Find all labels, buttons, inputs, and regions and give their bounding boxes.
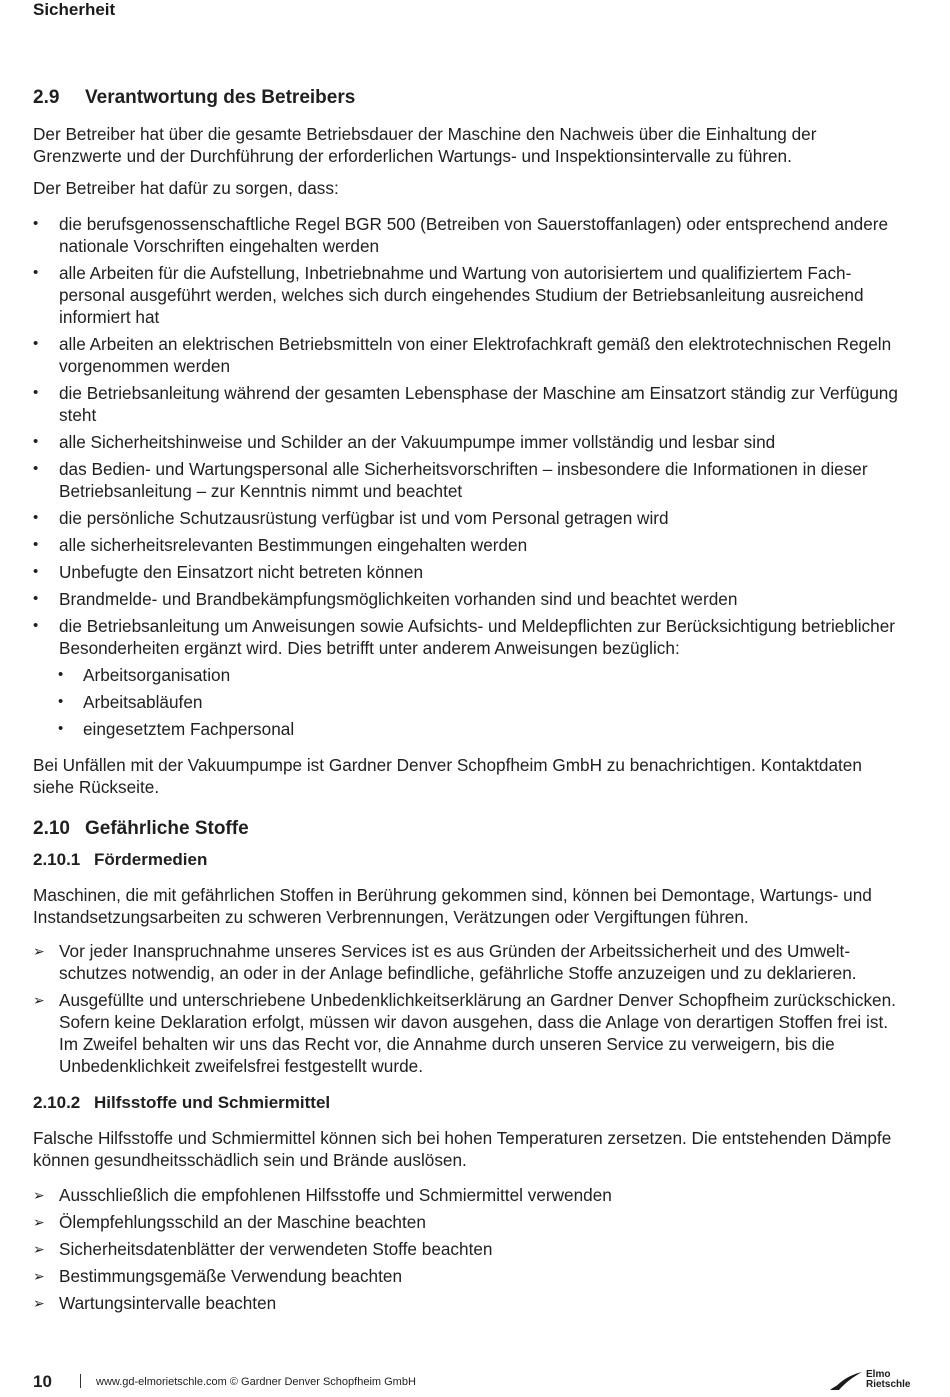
paragraph: Bei Unfällen mit der Vakuumpumpe ist Gardner Denver Schopfheim GmbH zu benachrichtigen. Kontaktdaten siehe Rückseite. — [33, 755, 862, 797]
list-item: • die Betriebsanleitung während der gesamten Lebensphase der Maschine am Einsatzort ständig zur Verfügung steht — [33, 383, 898, 425]
subsection-heading-2-10-1 — [33, 848, 903, 872]
elmo-rietschle-logo — [829, 1370, 921, 1394]
sub-list-item: • Arbeitsabläufen — [58, 692, 203, 712]
bullet-icon: • — [33, 335, 39, 352]
section-title: Verantwortung des Betreibers — [85, 87, 356, 108]
paragraph: Maschinen, die mit gefährlichen Stoffen in Berührung gekommen sind, können bei Demontage, Wartungs- und Instandsetzungsarbeiten zu schweren Verbrennungen, Verätzungen oder Vergiftungen führen. — [33, 885, 872, 927]
bullet-icon: • — [33, 509, 39, 526]
list-item: ➢ Ausgefüllte und unterschriebene Unbedenklichkeitserklärung an Gardner Denver Schopfheim zurückschicken. Sofern keine Deklaration erfolgt, müssen wir davon ausgehen, dass die Anlage von derartigen Stoffen frei ist. Im Zweifel behalten wir uns das Recht vor, die Annahme durch unseren Service zu verweigern, bis die Unbedenklichkeit zweifelsfrei festgestellt wurde. — [33, 990, 896, 1076]
footer-text: www.gd-elmorietschle.com © Gardner Denver Schopfheim GmbH — [96, 1376, 416, 1388]
list-item: • Brandmelde- und Brandbekämpfungsmöglichkeiten vorhanden sind und beachtet werden — [33, 589, 738, 609]
bullet-icon: • — [33, 384, 39, 401]
list-item: ➢ Ölempfehlungsschild an der Maschine beachten — [33, 1212, 426, 1232]
logo-wordmark: Elmo Rietschle — [866, 1369, 911, 1390]
sub-list-item: • eingesetztem Fachpersonal — [58, 719, 295, 739]
sub-list-item: • Arbeitsorganisation — [58, 665, 231, 685]
section-number: 2.10 — [33, 818, 70, 839]
arrow-icon: ➢ — [33, 992, 45, 1008]
bullet-list — [33, 213, 903, 740]
bullet-icon: • — [33, 563, 39, 580]
list-item: • alle sicherheitsrelevanten Bestimmungen eingehalten werden — [33, 535, 528, 555]
arrow-list — [33, 1184, 903, 1314]
bullet-icon: • — [33, 433, 39, 450]
bullet-icon: • — [58, 693, 64, 710]
paragraph: Der Betreiber hat dafür zu sorgen, dass: — [33, 178, 339, 198]
section-heading-2-9 — [33, 85, 903, 111]
list-item: • alle Arbeiten für die Aufstellung, Inbetriebnahme und Wartung von autorisiertem und qualifiziertem Fachpersonal ausgeführt werden, welches sich durch eingehendes Studium der Betriebsanleitung ausreichend informiert hat — [33, 263, 864, 327]
bullet-icon: • — [33, 617, 39, 634]
bullet-icon: • — [33, 536, 39, 553]
bullet-icon: • — [33, 264, 39, 281]
list-item: ➢ Wartungsintervalle beachten — [33, 1293, 277, 1313]
list-item: ➢ Ausschließlich die empfohlenen Hilfsstoffe und Schmiermittel verwenden — [33, 1185, 612, 1205]
subsection-number: 2.10.1 — [33, 850, 81, 869]
arrow-icon: ➢ — [33, 1214, 45, 1230]
list-item: • die Betriebsanleitung um Anweisungen sowie Aufsichts- und Meldepflichten zur Berücksichtigung betrieblicher Besonderheiten ergänzt wird. Dies betrifft unter anderem Anweisungen bezüglich: — [33, 616, 895, 658]
bullet-icon: • — [33, 460, 39, 477]
running-head: Sicherheit — [33, 0, 116, 19]
content — [33, 85, 903, 1314]
list-item: • alle Arbeiten an elektrischen Betriebsmitteln von einer Elektrofachkraft gemäß den elektrotechnischen Regeln vorgenommen werden — [33, 334, 892, 376]
footer-divider — [80, 1374, 81, 1388]
paragraph: Falsche Hilfsstoffe und Schmiermittel können sich bei hohen Temperaturen zersetzen. Die entstehenden Dämpfe können gesundheitsschädlich sein und Brände auslösen. — [33, 1128, 892, 1170]
page-number: 10 — [33, 1372, 52, 1391]
arrow-list — [33, 940, 903, 1077]
list-item: ➢ Vor jeder Inanspruchnahme unseres Services ist es aus Gründen der Arbeitssicherheit und des Umweltschutzes notwendig, an oder in der Anlage befindliche, gefährliche Stoffe anzuzeigen und zu deklarieren. — [33, 941, 857, 983]
list-item: ➢ Sicherheitsdatenblätter der verwendeten Stoffe beachten — [33, 1239, 493, 1259]
section-heading-2-10 — [33, 816, 903, 842]
bullet-icon: • — [58, 666, 64, 683]
page-footer — [33, 1370, 918, 1394]
logo-mark-icon — [829, 1370, 863, 1392]
section-title: Gefährliche Stoffe — [85, 818, 249, 839]
subsection-heading-2-10-2 — [33, 1091, 903, 1115]
list-item: • die berufsgenossenschaftliche Regel BGR 500 (Betreiben von Sauerstoffanlagen) oder entsprechend andere nationale Vorschriften eingehalten werden — [33, 214, 889, 256]
list-item: • alle Sicherheitshinweise und Schilder an der Vakuumpumpe immer vollständig und lesbar sind — [33, 432, 776, 452]
subsection-title: Hilfsstoffe und Schmiermittel — [94, 1093, 331, 1112]
bullet-icon: • — [58, 720, 64, 737]
bullet-icon: • — [33, 215, 39, 232]
list-item: • das Bedien- und Wartungspersonal alle Sicherheitsvorschriften – insbesondere die Informationen in dieser Betriebsanleitung – zur Kenntnis nimmt und beachtet — [33, 459, 868, 501]
paragraph: Der Betreiber hat über die gesamte Betriebsdauer der Maschine den Nachweis über die Einhaltung der Grenzwerte und der Durchführung der erforderlichen Wartungs- und Inspektionsintervalle zu führen. — [33, 124, 817, 166]
subsection-title: Fördermedien — [94, 850, 208, 869]
arrow-icon: ➢ — [33, 1295, 45, 1311]
list-item: ➢ Bestimmungsgemäße Verwendung beachten — [33, 1266, 403, 1286]
arrow-icon: ➢ — [33, 1241, 45, 1257]
subsection-number: 2.10.2 — [33, 1093, 81, 1112]
arrow-icon: ➢ — [33, 943, 45, 959]
arrow-icon: ➢ — [33, 1268, 45, 1284]
section-number: 2.9 — [33, 87, 60, 108]
list-item: • die persönliche Schutzausrüstung verfügbar ist und vom Personal getragen wird — [33, 508, 669, 528]
arrow-icon: ➢ — [33, 1187, 45, 1203]
bullet-icon: • — [33, 590, 39, 607]
list-item: • Unbefugte den Einsatzort nicht betreten können — [33, 562, 424, 582]
